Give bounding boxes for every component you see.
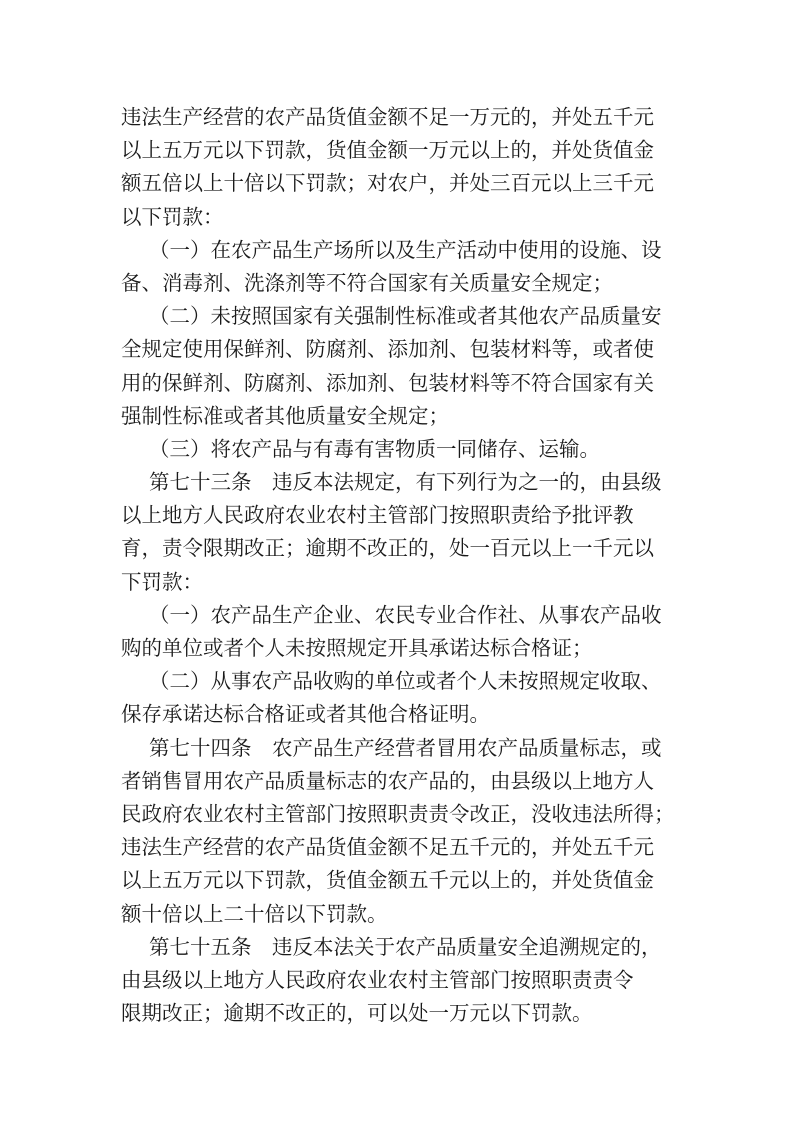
text-line: 保存承诺达标合格证或者其他合格证明。 [121, 702, 490, 727]
text-line: 用的保鲜剂、防腐剂、添加剂、包装材料等不符合国家有关 [121, 370, 654, 395]
text-line: 以上五万元以下罚款，货值金额五千元以上的，并处货值金 [121, 868, 654, 893]
text-line: 育，责令限期改正；逾期不改正的，处一百元以上一千元以 [121, 536, 654, 561]
text-line: 备、消毒剂、洗涤剂等不符合国家有关质量安全规定； [121, 270, 613, 295]
text-line: （一）在农产品生产场所以及生产活动中使用的设施、设 [149, 237, 662, 262]
text-line: 第七十五条 违反本法关于农产品质量安全追溯规定的， [149, 934, 662, 959]
text-line: 以上地方人民政府农业农村主管部门按照职责给予批评教 [121, 503, 634, 528]
text-line: 全规定使用保鲜剂、防腐剂、添加剂、包装材料等，或者使 [121, 337, 654, 362]
text-line: 以下罚款： [121, 204, 224, 229]
text-line: （三）将农产品与有毒有害物质一同储存、运输。 [149, 436, 600, 461]
text-line: 违法生产经营的农产品货值金额不足一万元的，并处五千元 [121, 105, 654, 129]
text-line: 下罚款： [121, 569, 203, 594]
text-line: 民政府农业农村主管部门按照职责责令改正，没收违法所得； [121, 801, 675, 826]
text-line: 额五倍以上十倍以下罚款；对农户，并处三百元以上三千元 [121, 171, 654, 196]
text-line: （二）从事农产品收购的单位或者个人未按照规定收取、 [149, 669, 662, 694]
text-line: （一）农产品生产企业、农民专业合作社、从事农产品收 [149, 602, 662, 627]
text-line: 强制性标准或者其他质量安全规定； [121, 403, 449, 428]
text-line: 者销售冒用农产品质量标志的农产品的，由县级以上地方人 [121, 768, 654, 793]
text-line: （二）未按照国家有关强制性标准或者其他农产品质量安 [149, 304, 662, 329]
text-line: 由县级以上地方人民政府农业农村主管部门按照职责责令 [121, 967, 634, 992]
document-body [121, 101, 681, 1030]
text-line: 额十倍以上二十倍以下罚款。 [121, 901, 388, 926]
text-line: 限期改正；逾期不改正的，可以处一万元以下罚款。 [121, 1001, 593, 1026]
text-line: 购的单位或者个人未按照规定开具承诺达标合格证； [121, 636, 593, 660]
text-line: 违法生产经营的农产品货值金额不足五千元的，并处五千元 [121, 835, 654, 860]
text-line: 以上五万元以下罚款，货值金额一万元以上的，并处货值金 [121, 138, 654, 163]
text-line: 第七十四条 农产品生产经营者冒用农产品质量标志，或 [149, 735, 662, 760]
text-line: 第七十三条 违反本法规定，有下列行为之一的，由县级 [149, 470, 662, 495]
